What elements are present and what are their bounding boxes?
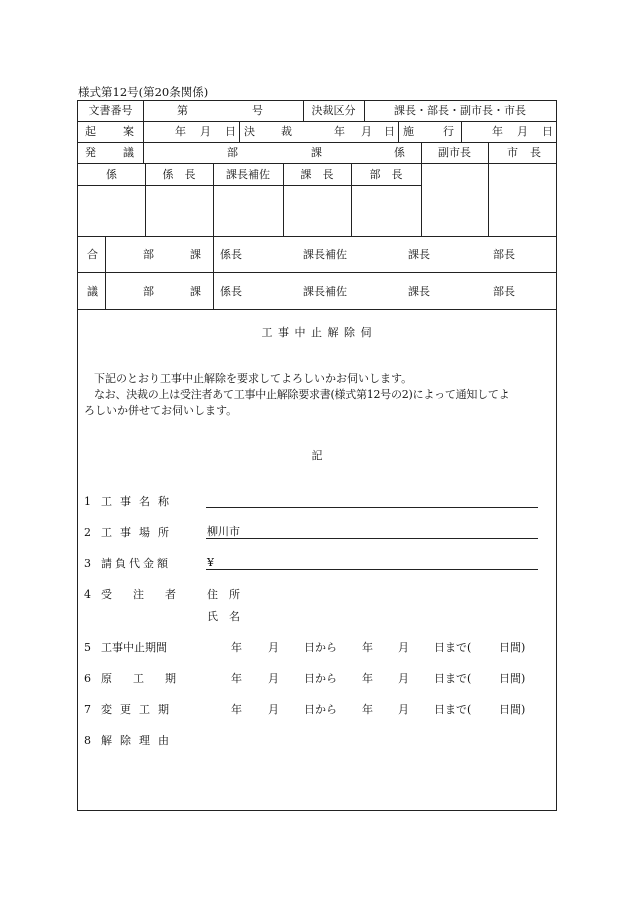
item-3-no: 3 — [84, 557, 91, 570]
body-paragraph-2a: なお、決裁の上は受注者あて工事中止解除要求書(様式第12号の2)によって通知してよ — [94, 388, 510, 401]
item-7-no: 7 — [84, 703, 91, 716]
item-5-period-from: 日から — [304, 641, 337, 654]
item-5-period-year1: 年 — [231, 641, 242, 654]
item-6-period-from: 日から — [304, 672, 337, 685]
item-7-period-from: 日から — [304, 703, 337, 716]
vice-mayor-label: 副市長 — [438, 146, 471, 159]
draft-month: 月 — [200, 125, 211, 138]
item-5-no: 5 — [84, 641, 91, 654]
draft-year: 年 — [175, 125, 186, 138]
consult-1-role-asst: 課長補佐 — [303, 248, 347, 261]
consult-2-dept: 部 — [143, 285, 154, 298]
item-5-period-days: 日間) — [499, 641, 526, 654]
item-7-period-month1: 月 — [268, 703, 279, 716]
mayor-label-1: 市 — [507, 146, 518, 159]
item-8-label: 解除理由 — [101, 734, 177, 747]
body-paragraph-1: 下記のとおり工事中止解除を要求してよろしいかお伺いします。 — [94, 372, 413, 385]
item-2-label: 工事場所 — [101, 526, 177, 539]
item-4-label: 受注者 — [101, 588, 197, 601]
item-2-value: 柳川市 — [207, 525, 240, 538]
item-8-no: 8 — [84, 734, 91, 747]
document-title: 工 事 中 止 解 除 伺 — [261, 326, 373, 339]
consult-1-role-mgr: 課長 — [408, 248, 430, 261]
consult-2-section: 課 — [190, 285, 201, 298]
approval-col-manager: 課 長 — [300, 168, 334, 181]
item-1-no: 1 — [84, 495, 91, 508]
enforce-month: 月 — [517, 125, 528, 138]
item-4-address-label: 住 所 — [207, 588, 240, 601]
item-6-period-year2: 年 — [362, 672, 373, 685]
item-6-label: 原工期 — [101, 672, 197, 685]
enforce-day: 日 — [542, 125, 553, 138]
item-5-label: 工事中止期間 — [101, 641, 167, 654]
item-6-period-days: 日間) — [499, 672, 526, 685]
decision-year: 年 — [334, 125, 345, 138]
item-2-no: 2 — [84, 526, 91, 539]
consult-1-role-dir: 部長 — [493, 248, 515, 261]
consult-1-dept: 部 — [143, 248, 154, 261]
decision-label: 決裁区分 — [311, 104, 356, 117]
decision-value: 課長・部長・副市長・市長 — [394, 104, 526, 117]
item-5-period-month2: 月 — [398, 641, 409, 654]
consult-2-role-dir: 部長 — [493, 285, 515, 298]
issuer-label-1: 発 — [85, 146, 96, 159]
enforce-label-1: 施 — [403, 125, 414, 138]
item-6-period-month2: 月 — [398, 672, 409, 685]
item-1-underline — [206, 507, 538, 508]
decision2-label-2: 裁 — [281, 125, 292, 138]
body-paragraph-2b: ろしいか併せてお伺いします。 — [84, 404, 238, 417]
decision-day: 日 — [384, 125, 395, 138]
doc-number-label: 文書番号 — [88, 104, 133, 117]
item-7-period-year2: 年 — [362, 703, 373, 716]
item-7-period-year1: 年 — [231, 703, 242, 716]
form-frame — [77, 100, 557, 811]
item-5-period-year2: 年 — [362, 641, 373, 654]
approval-col-director: 部 長 — [369, 168, 403, 181]
approval-col-chief: 係 長 — [162, 168, 196, 181]
consult-2-role-mgr: 課長 — [408, 285, 430, 298]
doc-number-prefix: 第 — [177, 104, 188, 117]
draft-day: 日 — [225, 125, 236, 138]
issuer-label-2: 議 — [123, 146, 134, 159]
consult-2-role-asst: 課長補佐 — [303, 285, 347, 298]
consult-1-section: 課 — [190, 248, 201, 261]
ki-heading: 記 — [311, 449, 323, 462]
issuer-unit: 係 — [394, 146, 405, 159]
doc-number-suffix: 号 — [252, 104, 263, 117]
approval-col-staff: 係 — [106, 168, 117, 181]
item-5-period-until: 日まで( — [434, 641, 472, 654]
draft-label-1: 起 — [85, 125, 96, 138]
item-7-label: 変更工期 — [101, 703, 177, 716]
item-5-period-month1: 月 — [268, 641, 279, 654]
enforce-year: 年 — [492, 125, 503, 138]
item-6-period-until: 日まで( — [434, 672, 472, 685]
item-4-name-label: 氏 名 — [207, 610, 240, 623]
item-7-period-until: 日まで( — [434, 703, 472, 716]
draft-label-2: 案 — [123, 125, 134, 138]
enforce-label-2: 行 — [443, 125, 454, 138]
item-1-label: 工事名称 — [101, 495, 177, 508]
item-6-period-year1: 年 — [231, 672, 242, 685]
consult-2-role-chief: 係長 — [220, 285, 242, 298]
approval-col-asst-mgr: 課長補佐 — [226, 168, 270, 181]
issuer-section: 課 — [311, 146, 322, 159]
mayor-label-2: 長 — [530, 146, 541, 159]
issuer-dept: 部 — [227, 146, 238, 159]
item-4-no: 4 — [84, 588, 91, 601]
decision2-label-1: 決 — [244, 125, 255, 138]
item-3-value: ¥ — [207, 556, 214, 569]
item-3-underline — [206, 569, 538, 570]
item-6-no: 6 — [84, 672, 91, 685]
item-3-label: 請負代金額 — [101, 557, 171, 570]
item-7-period-days: 日間) — [499, 703, 526, 716]
consult-label-2: 議 — [87, 285, 98, 298]
form-code: 様式第12号(第20条関係) — [78, 85, 209, 99]
item-6-period-month1: 月 — [268, 672, 279, 685]
consult-label-1: 合 — [87, 248, 98, 261]
decision-month: 月 — [361, 125, 372, 138]
item-7-period-month2: 月 — [398, 703, 409, 716]
item-2-underline — [206, 538, 538, 539]
consult-1-role-chief: 係長 — [220, 248, 242, 261]
